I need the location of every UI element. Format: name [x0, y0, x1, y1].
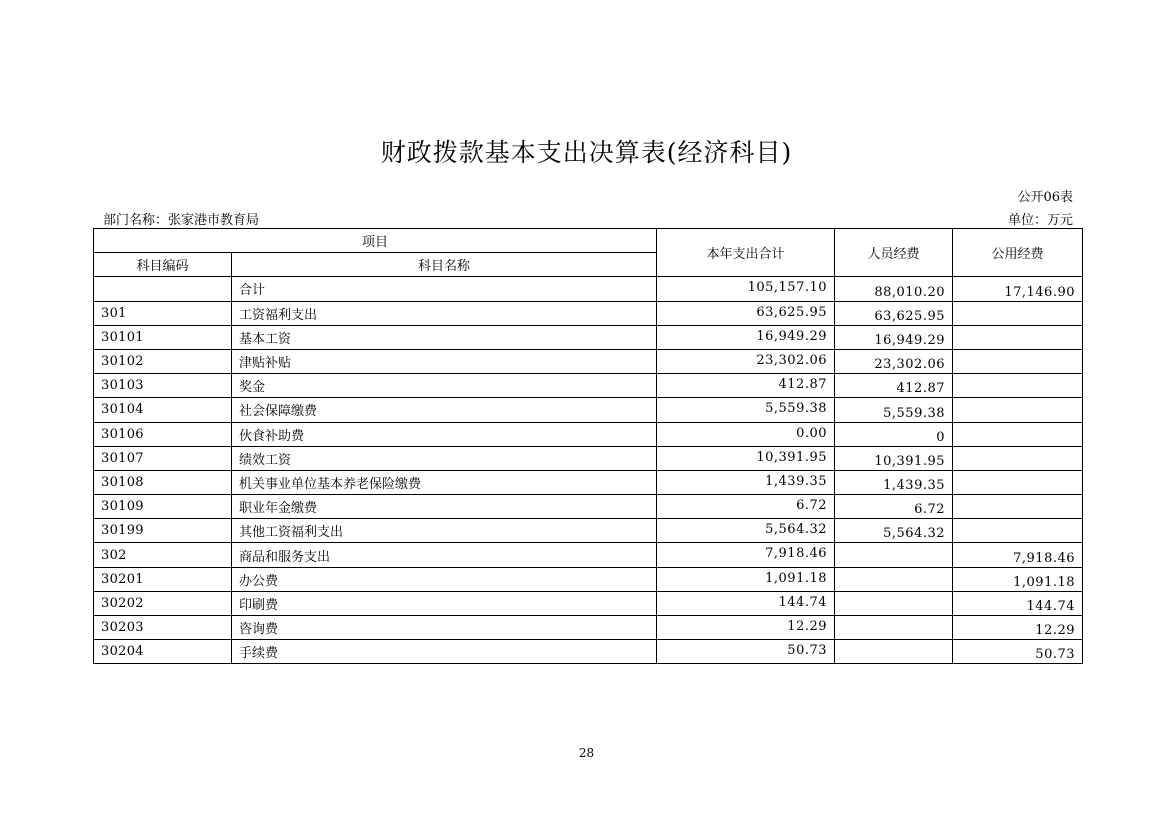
cell-total: 7,918.46: [657, 543, 835, 567]
table-row: [94, 446, 1083, 470]
header-public: 公用经费: [953, 229, 1083, 277]
header-row-1: [94, 229, 1083, 253]
cell-public: 7,918.46: [953, 543, 1083, 567]
table-row: [94, 398, 1083, 422]
cell-public: [953, 301, 1083, 325]
cell-code: 30106: [94, 422, 232, 446]
cell-public: [953, 374, 1083, 398]
cell-public: [953, 349, 1083, 373]
cell-name: 基本工资: [232, 325, 657, 349]
cell-name: 其他工资福利支出: [232, 519, 657, 543]
table-row: [94, 301, 1083, 325]
cell-personnel: 412.87: [835, 374, 953, 398]
cell-total: 16,949.29: [657, 325, 835, 349]
unit-label: 单位：万元: [1007, 213, 1073, 228]
cell-total: 0.00: [657, 422, 835, 446]
cell-public: [953, 422, 1083, 446]
cell-personnel: [835, 543, 953, 567]
cell-code: 30203: [94, 616, 232, 640]
table-row: [94, 349, 1083, 373]
cell-code: 30103: [94, 374, 232, 398]
cell-name: 绩效工资: [232, 446, 657, 470]
table-row: [94, 495, 1083, 519]
cell-public: 50.73: [953, 640, 1083, 664]
cell-public: 17,146.90: [953, 277, 1083, 301]
cell-personnel: [835, 640, 953, 664]
cell-code: 302: [94, 543, 232, 567]
cell-name: 咨询费: [232, 616, 657, 640]
table-row: [94, 591, 1083, 615]
cell-total: 10,391.95: [657, 446, 835, 470]
cell-public: [953, 519, 1083, 543]
department-name: 部门名称：张家港市教育局: [103, 213, 260, 228]
cell-personnel: [835, 616, 953, 640]
cell-name: 奖金: [232, 374, 657, 398]
cell-personnel: 10,391.95: [835, 446, 953, 470]
table-row: [94, 567, 1083, 591]
cell-personnel: 0: [835, 422, 953, 446]
cell-name: 津贴补贴: [232, 349, 657, 373]
cell-public: 12.29: [953, 616, 1083, 640]
cell-total: 5,559.38: [657, 398, 835, 422]
cell-public: 1,091.18: [953, 567, 1083, 591]
cell-total: 144.74: [657, 591, 835, 615]
cell-total: 63,625.95: [657, 301, 835, 325]
cell-code: 30199: [94, 519, 232, 543]
table-row: [94, 543, 1083, 567]
cell-name: 印刷费: [232, 591, 657, 615]
header-name: 科目名称: [232, 253, 657, 277]
cell-personnel: 23,302.06: [835, 349, 953, 373]
cell-name: 机关事业单位基本养老保险缴费: [232, 470, 657, 494]
cell-personnel: 16,949.29: [835, 325, 953, 349]
table-row: [94, 519, 1083, 543]
cell-personnel: [835, 591, 953, 615]
table-row: [94, 422, 1083, 446]
cell-name: 手续费: [232, 640, 657, 664]
page-title: 财政拨款基本支出决算表(经济科目): [380, 138, 793, 167]
cell-total: 1,439.35: [657, 470, 835, 494]
cell-code: 30202: [94, 591, 232, 615]
cell-name: 社会保障缴费: [232, 398, 657, 422]
cell-code: 30102: [94, 349, 232, 373]
cell-total: 5,564.32: [657, 519, 835, 543]
cell-name: 工资福利支出: [232, 301, 657, 325]
cell-personnel: 88,010.20: [835, 277, 953, 301]
cell-code: 30104: [94, 398, 232, 422]
table-row: [94, 325, 1083, 349]
cell-code: 30107: [94, 446, 232, 470]
cell-personnel: 63,625.95: [835, 301, 953, 325]
cell-name: 职业年金缴费: [232, 495, 657, 519]
cell-public: [953, 398, 1083, 422]
cell-public: [953, 446, 1083, 470]
cell-code: [94, 277, 232, 301]
header-item: 项目: [94, 229, 657, 253]
cell-name: 伙食补助费: [232, 422, 657, 446]
cell-code: 301: [94, 301, 232, 325]
cell-public: [953, 470, 1083, 494]
header-total: 本年支出合计: [657, 229, 835, 277]
table-row: [94, 277, 1083, 301]
cell-personnel: [835, 567, 953, 591]
cell-public: [953, 325, 1083, 349]
cell-code: 30201: [94, 567, 232, 591]
cell-code: 30108: [94, 470, 232, 494]
cell-personnel: 1,439.35: [835, 470, 953, 494]
cell-total: 50.73: [657, 640, 835, 664]
cell-code: 30109: [94, 495, 232, 519]
cell-total: 105,157.10: [657, 277, 835, 301]
cell-code: 30101: [94, 325, 232, 349]
expenditure-table: [93, 228, 1083, 664]
table-row: [94, 616, 1083, 640]
cell-personnel: 6.72: [835, 495, 953, 519]
cell-public: [953, 495, 1083, 519]
cell-public: 144.74: [953, 591, 1083, 615]
cell-name: 办公费: [232, 567, 657, 591]
cell-total: 6.72: [657, 495, 835, 519]
cell-total: 12.29: [657, 616, 835, 640]
cell-total: 412.87: [657, 374, 835, 398]
table-row: [94, 470, 1083, 494]
header-personnel: 人员经费: [835, 229, 953, 277]
page-number: 28: [578, 746, 595, 760]
cell-personnel: 5,564.32: [835, 519, 953, 543]
cell-total: 1,091.18: [657, 567, 835, 591]
cell-name: 合计: [232, 277, 657, 301]
form-number: 公开06表: [1017, 190, 1073, 205]
table-row: [94, 640, 1083, 664]
cell-name: 商品和服务支出: [232, 543, 657, 567]
table-row: [94, 374, 1083, 398]
header-code: 科目编码: [94, 253, 232, 277]
cell-code: 30204: [94, 640, 232, 664]
cell-personnel: 5,559.38: [835, 398, 953, 422]
cell-total: 23,302.06: [657, 349, 835, 373]
